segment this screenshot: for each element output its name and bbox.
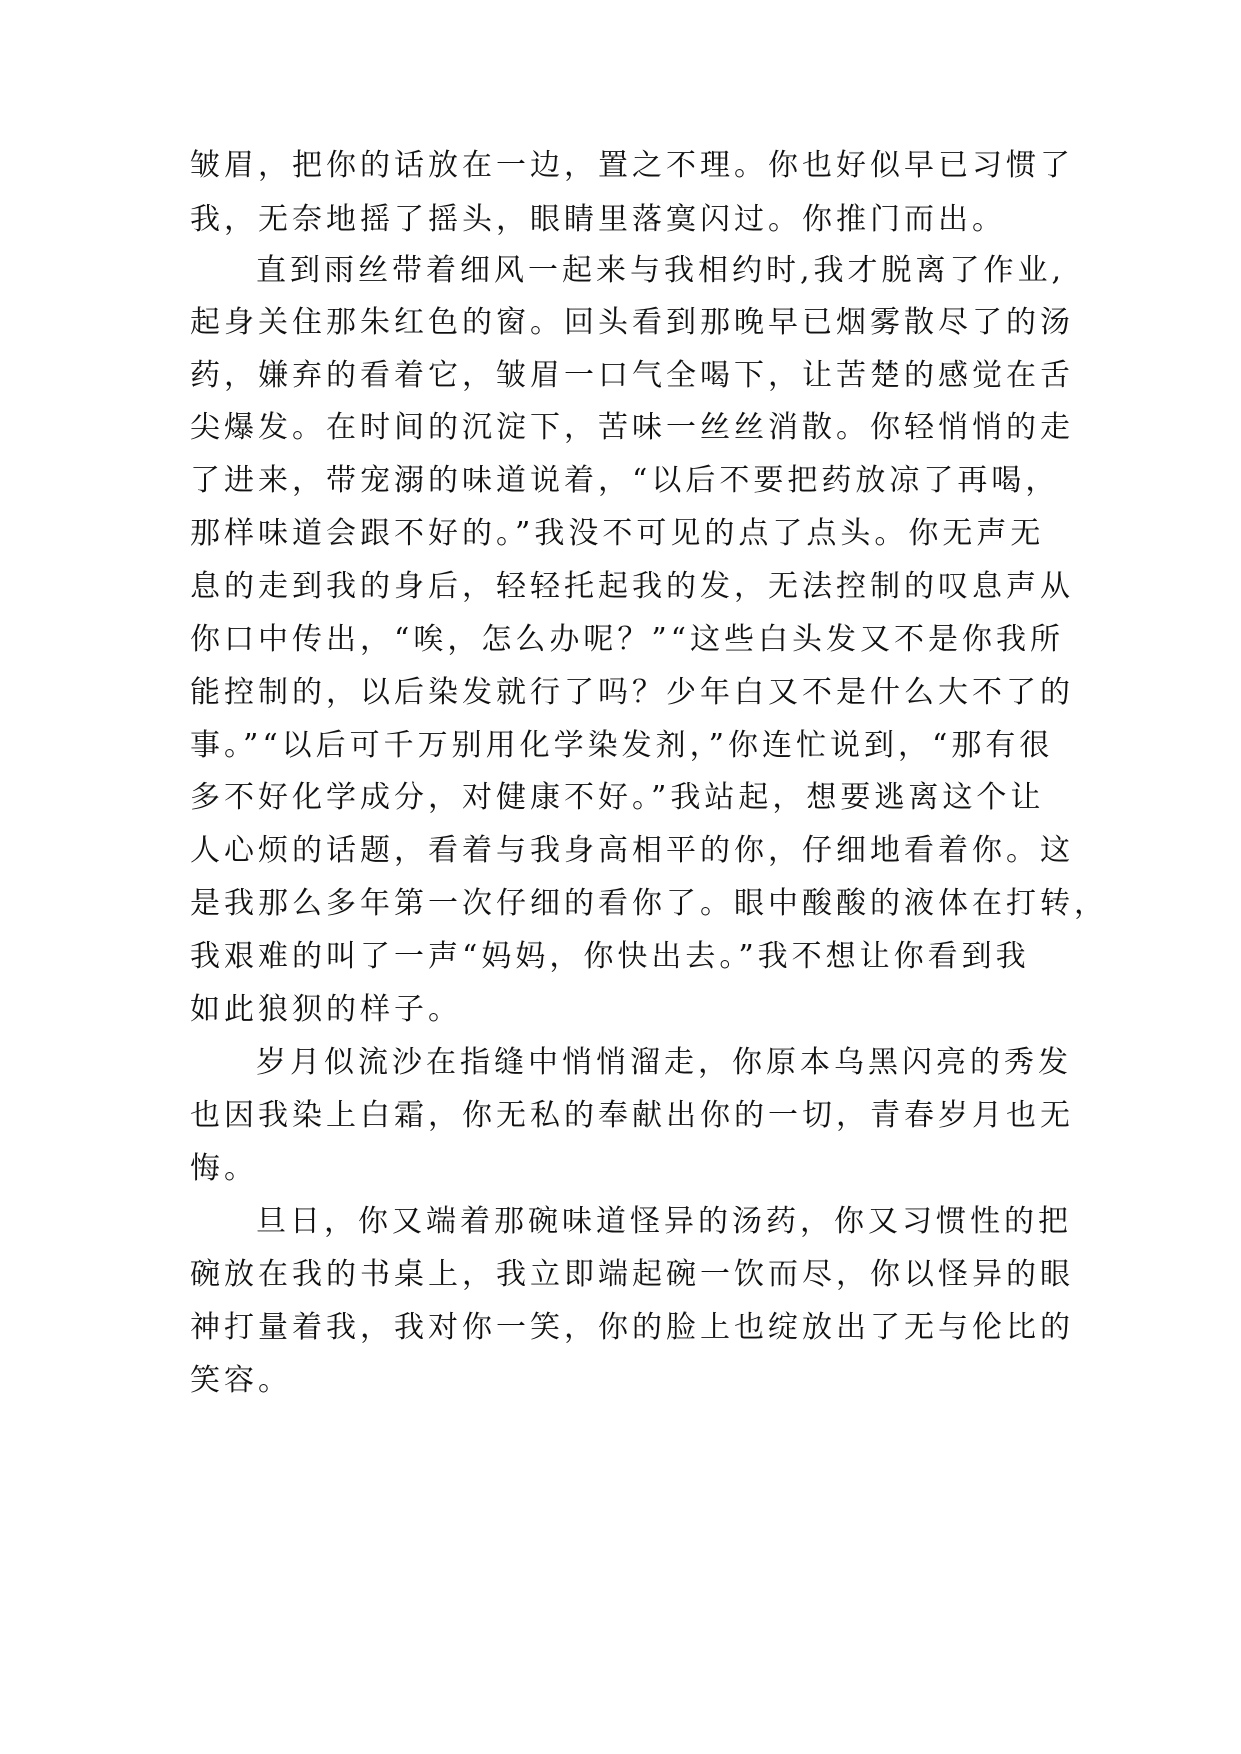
text-line: 起身关住那朱红色的窗。回头看到那晚早已烟雾散尽了的汤: [190, 305, 1074, 340]
text-line: 悔。: [190, 1151, 258, 1186]
text-line: 皱眉，把你的话放在一边，置之不理。你也好似早已习惯了: [190, 148, 1074, 183]
text-line: 事。”“以后可千万别用化学染发剂，”你连忙说到，“那有很: [190, 728, 1054, 763]
text-line: 能控制的，以后染发就行了吗？少年白又不是什么大不了的: [190, 675, 1074, 710]
paragraph-first-line: 直到雨丝带着细风一起来与我相约时,我才脱离了作业,: [256, 253, 1066, 288]
text-line: 息的走到我的身后，轻轻托起我的发，无法控制的叹息声从: [190, 569, 1074, 604]
text-line: 尖爆发。在时间的沉淀下，苦味一丝丝消散。你轻悄悄的走: [190, 410, 1074, 445]
text-line: 是我那么多年第一次仔细的看你了。眼中酸酸的液体在打转，: [190, 886, 1108, 921]
paragraph-first-line: 岁月似流沙在指缝中悄悄溜走，你原本乌黑闪亮的秀发: [256, 1045, 1072, 1080]
text-line: 碗放在我的书桌上，我立即端起碗一饮而尽，你以怪异的眼: [190, 1257, 1074, 1292]
text-line: 我，无奈地摇了摇头，眼睛里落寞闪过。你推门而出。: [190, 202, 1006, 237]
text-line: 神打量着我，我对你一笑，你的脸上也绽放出了无与伦比的: [190, 1310, 1074, 1345]
text-line: 笑容。: [190, 1363, 292, 1398]
text-line: 那样味道会跟不好的。”我没不可见的点了点头。你无声无: [190, 516, 1045, 551]
paragraph-first-line: 旦日，你又端着那碗味道怪异的汤药，你又习惯性的把: [256, 1204, 1072, 1239]
text-line: 多不好化学成分，对健康不好。”我站起，想要逃离这个让: [190, 780, 1045, 815]
text-line: 如此狼狈的样子。: [190, 992, 462, 1027]
text-line: 药，嫌弃的看着它，皱眉一口气全喝下，让苦楚的感觉在舌: [190, 358, 1074, 393]
text-line: 我艰难的叫了一声“妈妈，你快出去。”我不想让你看到我: [190, 939, 1030, 974]
text-line: 也因我染上白霜，你无私的奉献出你的一切，青春岁月也无: [190, 1098, 1074, 1133]
text-line: 了进来，带宠溺的味道说着，“以后不要把药放凉了再喝，: [190, 463, 1060, 498]
text-line: 人心烦的话题，看着与我身高相平的你，仔细地看着你。这: [190, 833, 1074, 868]
text-line: 你口中传出，“唉，怎么办呢？”“这些白头发又不是你我所: [190, 622, 1065, 657]
